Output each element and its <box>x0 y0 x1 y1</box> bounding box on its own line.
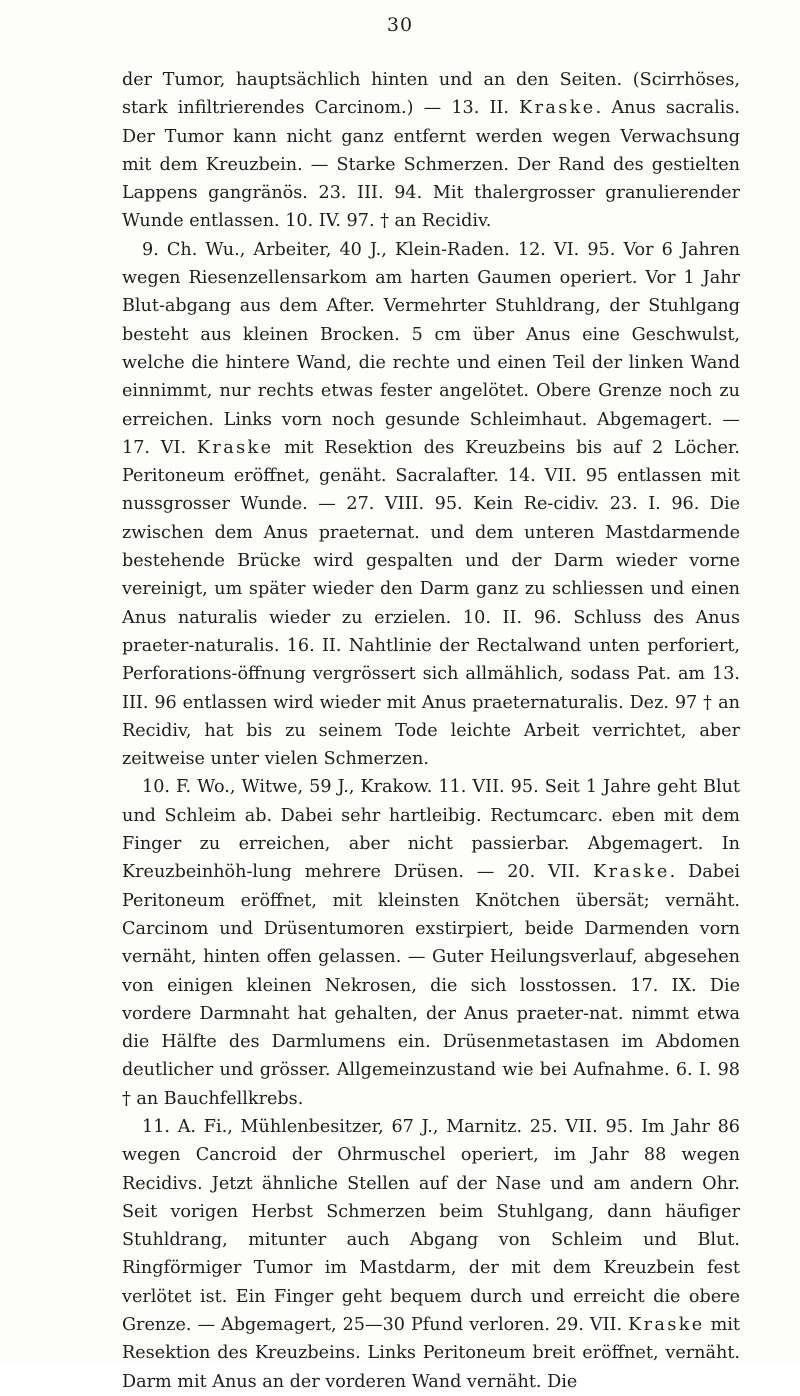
paragraph-case-9 <box>122 236 740 774</box>
paragraph-case-11 <box>122 1113 740 1396</box>
text-segment: 11. A. Fi., Mühlenbesitzer, 67 J., Marnitz. 25. VII. 95. Im Jahr 86 wegen Cancroid der Ohrmuschel operiert, im Jahr 88 wegen Recidivs. Jetzt ähnliche Stellen auf der Nase und am andern Ohr. Seit vorigen Herbst Schmerzen beim Stuhlgang, dann häufiger Stuhldrang, mitunter auch Abgang von Schleim und Blut. Ringförmiger Tumor im Mastdarm, der mit dem Kreuzbein fest verlötet ist. Ein Finger geht bequem durch und erreicht die obere Grenze. — Abgemagert, 25—30 Pfund verloren. 29. VII. <box>122 1116 740 1336</box>
text-segment: mit Resektion des Kreuzbeins. Links Peritoneum breit eröffnet, vernäht. Darm mit Anus an der vorderen Wand vernäht. Die <box>122 1315 740 1392</box>
paragraph-case-8-continued <box>122 66 740 236</box>
text-segment: . Dabei Peritoneum eröffnet, mit kleinsten Knötchen übersät; vernäht. Carcinom und Drüsentumoren exstirpiert, beide Darmenden vorn vernäht, hinten offen gelassen. — Guter Heilungsverlauf, abgesehen von einigen kleinen Nekrosen, die sich losstossen. 17. IX. Die vordere Darmnaht hat gehalten, der Anus praeter-nat. nimmt etwa die Hälfte des Darmlumens ein. Drüsenmetastasen im Abdomen deutlicher und grösser. Allgemeinzustand wie bei Aufnahme. 6. I. 98 † an Bauchfellkrebs. <box>122 862 740 1109</box>
author-name-spaced: Kraske <box>519 98 596 119</box>
text-segment: 9. Ch. Wu., Arbeiter, 40 J., Klein-Raden. 12. VI. 95. Vor 6 Jahren wegen Riesenzellensarkom am harten Gaumen operiert. Vor 1 Jahr Blut-abgang aus dem After. Vermehrter Stuhldrang, der Stuhlgang besteht aus kleinen Brocken. 5 cm über Anus eine Geschwulst, welche die hintere Wand, die rechte und einen Teil der linken Wand einnimmt, nur rechts etwas fester angelötet. Obere Grenze noch zu erreichen. Links vorn noch gesunde Schleimhaut. Abgemagert. — 17. VI. <box>122 239 740 458</box>
author-name-spaced: Kraske <box>628 1315 705 1336</box>
text-segment: 10. F. Wo., Witwe, 59 J., Krakow. 11. VII. 95. Seit 1 Jahre geht Blut und Schleim ab. Dabei sehr hartleibig. Rectumcarc. eben mit dem Finger zu erreichen, aber nicht passierbar. Abgemagert. In Kreuzbeinhöh-lung mehrere Drüsen. — 20. VII. <box>122 777 740 883</box>
author-name-spaced: Kraske <box>196 437 274 458</box>
body-text <box>122 66 740 1396</box>
author-name-spaced: Kraske <box>593 862 670 883</box>
text-segment: der Tumor, hauptsächlich hinten und an den Seiten. (Scirrhöses, stark infiltrierendes Carcinom.) — 13. II. <box>122 70 740 119</box>
text-segment: mit Resektion des Kreuzbeins bis auf 2 Löcher. Peritoneum eröffnet, genäht. Sacralafter. 14. VII. 95 entlassen mit nussgrosser Wunde. — 27. VIII. 95. Kein Re-cidiv. 23. I. 96. Die zwischen dem Anus praeternat. und dem unteren Mastdarmende bestehende Brücke wird gespalten und der Darm wieder vorne vereinigt, um später wieder den Darm ganz zu schliessen und einen Anus naturalis wieder zu erzielen. 10. II. 96. Schluss des Anus praeter-naturalis. 16. II. Nahtlinie der Rectalwand unten perforiert, Perforations-öffnung vergrössert sich allmählich, sodass Pat. am 13. III. 96 entlassen wird wieder mit Anus praeternaturalis. Dez. 97 † an Recidiv, hat bis zu seinem Tode leichte Arbeit verrichtet, aber zeitweise unter vielen Schmerzen. <box>122 437 740 770</box>
paragraph-case-10 <box>122 773 740 1113</box>
page-number: 30 <box>386 14 414 36</box>
text-segment: . Anus sacralis. Der Tumor kann nicht ganz entfernt werden wegen Verwachsung mit dem Kreuzbein. — Starke Schmerzen. Der Rand des gestielten Lappens gangränös. 23. III. 94. Mit thalergrosser granulierender Wunde entlassen. 10. IV. 97. † an Recidiv. <box>122 98 740 232</box>
